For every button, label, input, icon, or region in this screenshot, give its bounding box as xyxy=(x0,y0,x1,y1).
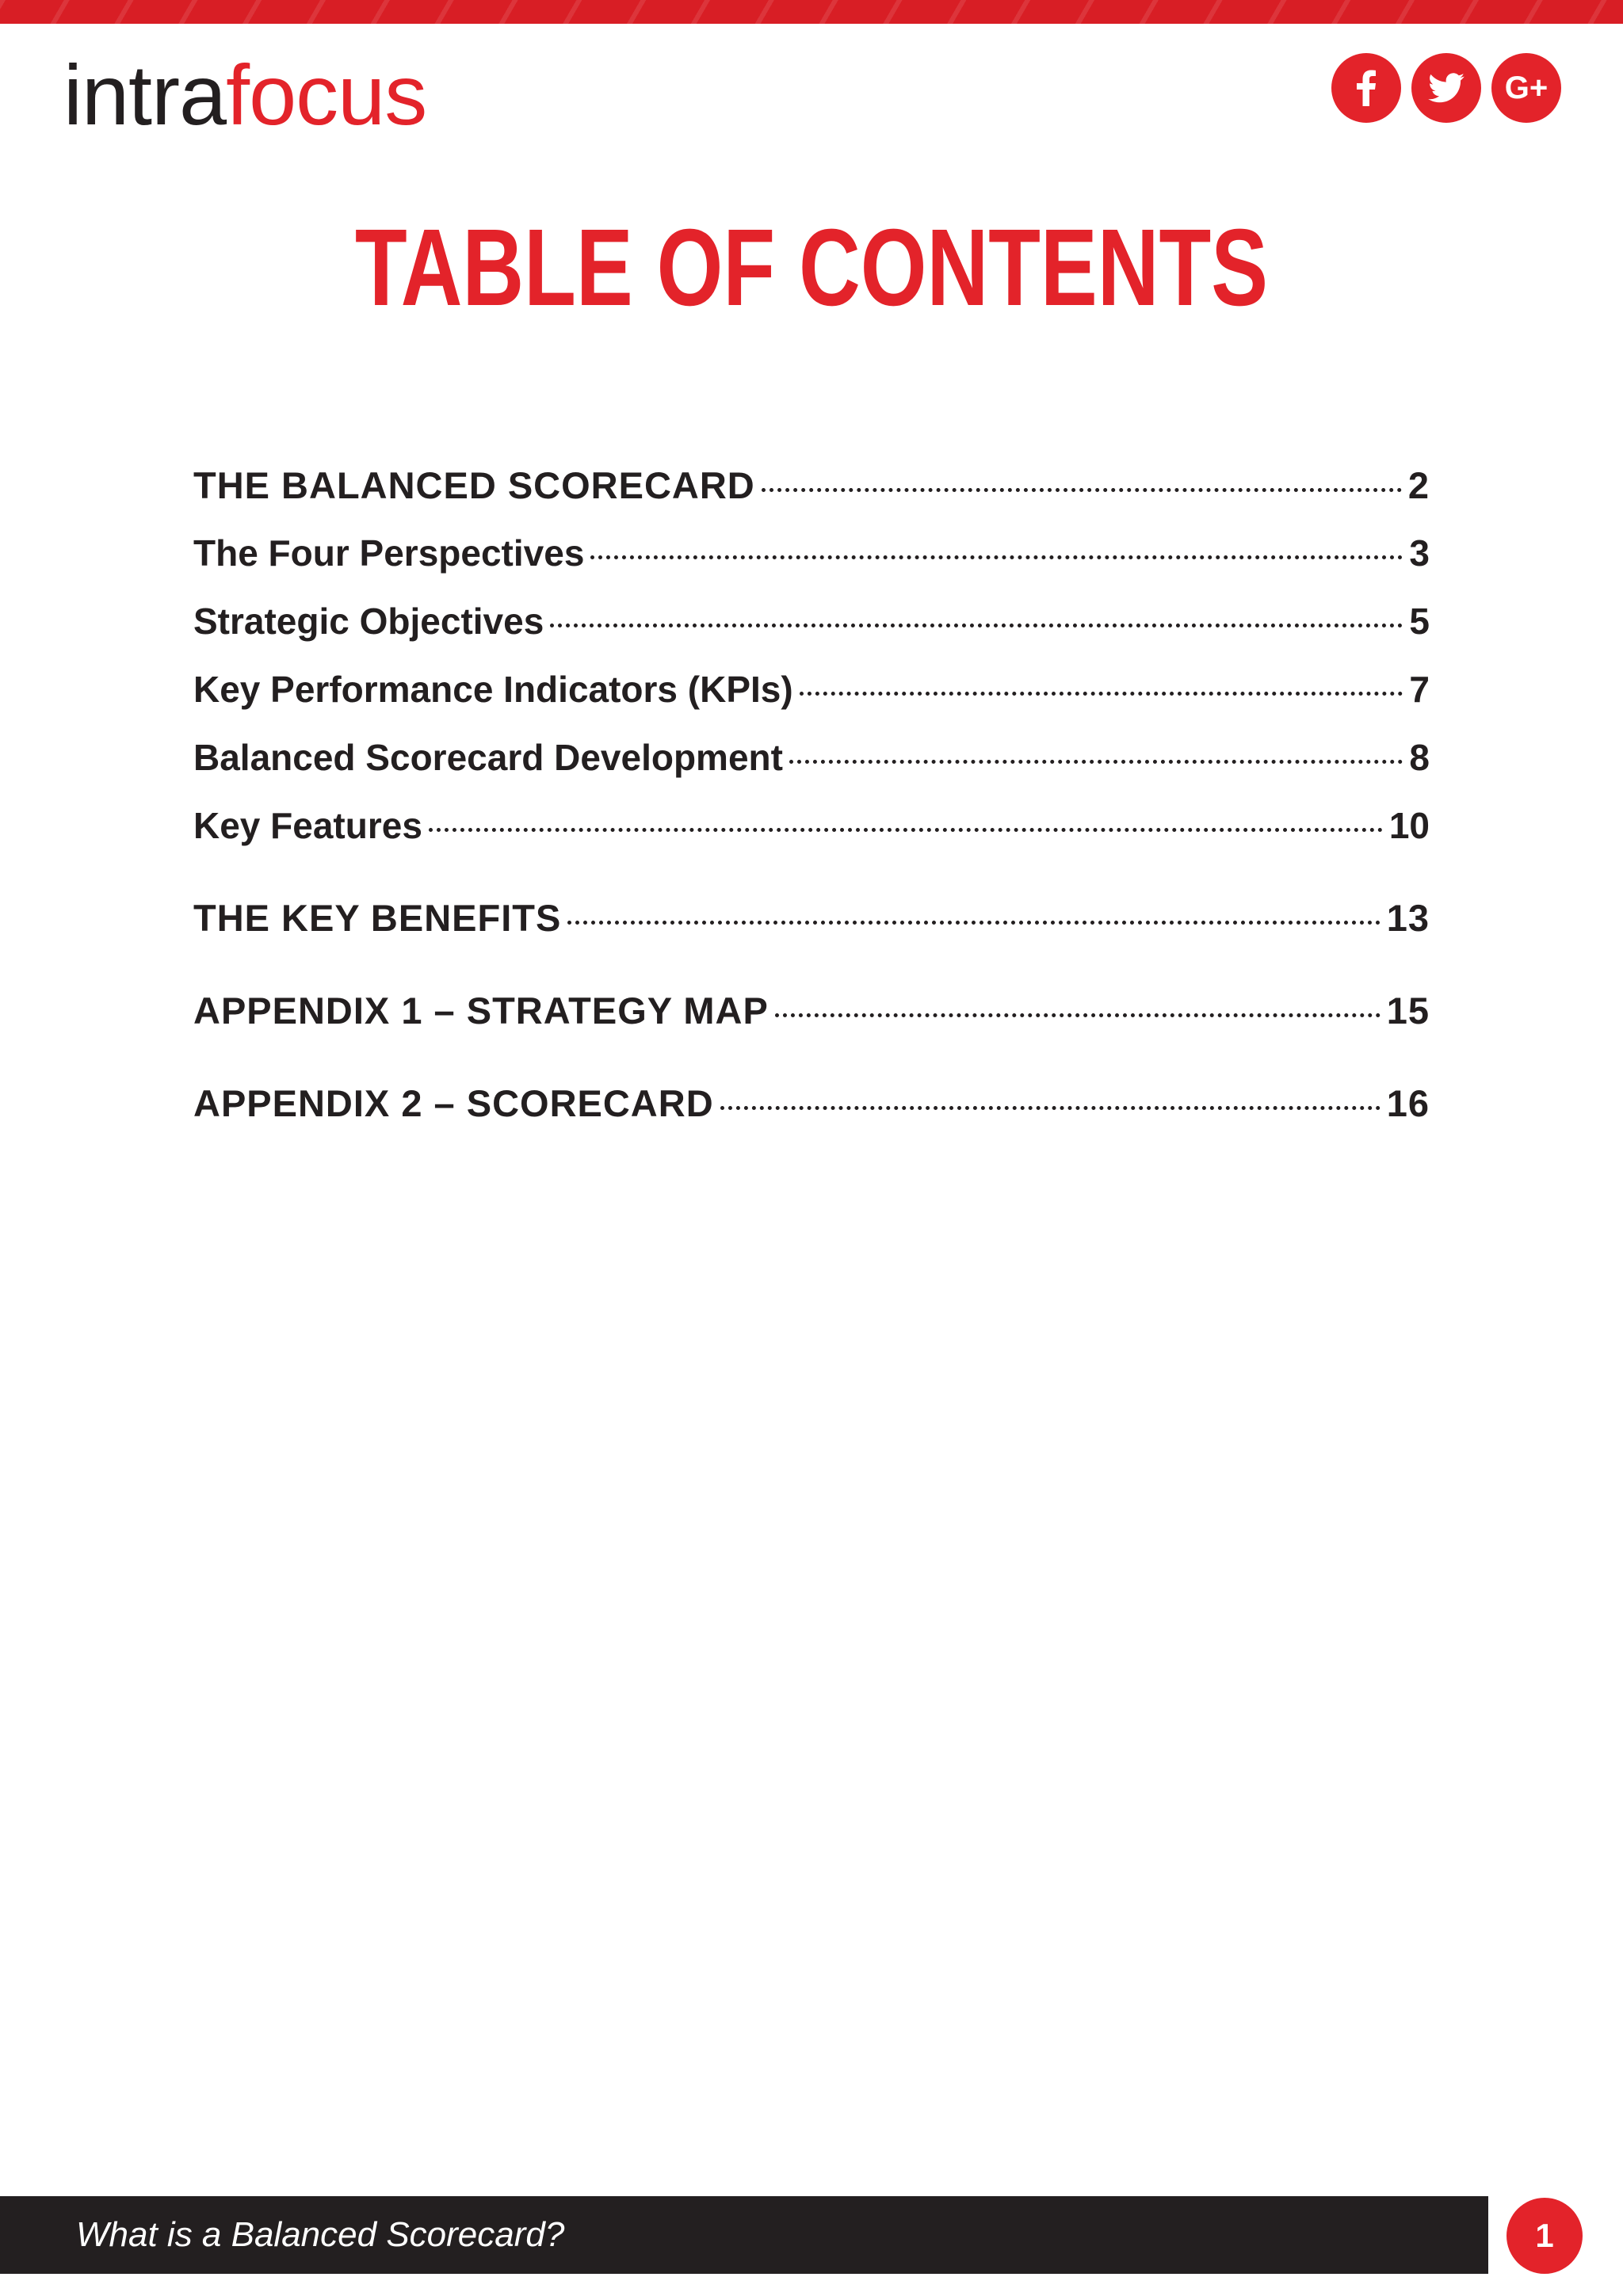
toc-entry[interactable] xyxy=(193,736,1430,779)
page-title: TABLE OF CONTENTS xyxy=(354,207,1269,329)
intrafocus-logo xyxy=(63,48,426,143)
toc-entry-page: 13 xyxy=(1386,897,1430,939)
twitter-icon[interactable] xyxy=(1411,53,1481,123)
facebook-icon[interactable] xyxy=(1331,53,1401,123)
toc-dot-leader xyxy=(762,488,1402,492)
social-links xyxy=(1331,53,1561,123)
toc-entry[interactable] xyxy=(193,600,1430,643)
toc-entry-label: APPENDIX 1 – STRATEGY MAP xyxy=(193,990,769,1032)
toc-entry-page: 10 xyxy=(1388,805,1430,846)
toc-entry[interactable] xyxy=(193,804,1430,847)
toc-entry-page: 8 xyxy=(1409,737,1430,778)
toc-entry[interactable] xyxy=(193,463,1430,507)
toc-entry-page: 7 xyxy=(1409,669,1430,710)
toc-entry-label: The Four Perspectives xyxy=(193,532,585,574)
footer-document-title: What is a Balanced Scorecard? xyxy=(76,2215,565,2254)
toc-dot-leader xyxy=(789,760,1403,764)
toc-entry-label: Key Performance Indicators (KPIs) xyxy=(193,669,793,710)
toc-dot-leader xyxy=(429,828,1383,832)
footer-bar xyxy=(0,2196,1488,2274)
toc-entry[interactable] xyxy=(193,896,1430,940)
page-number-badge: 1 xyxy=(1507,2198,1583,2274)
toc-entry[interactable] xyxy=(193,668,1430,711)
toc-entry[interactable] xyxy=(193,1081,1430,1125)
google-plus-glyph: G+ xyxy=(1504,70,1549,105)
toc-dot-leader xyxy=(567,921,1380,925)
toc-entry-page: 16 xyxy=(1386,1082,1430,1124)
toc-dot-leader xyxy=(800,692,1403,696)
toc-entry-label: Balanced Scorecard Development xyxy=(193,737,783,778)
top-decorative-band xyxy=(0,0,1623,24)
toc-entry-page: 15 xyxy=(1386,990,1430,1032)
toc-entry-page: 2 xyxy=(1407,464,1430,506)
facebook-glyph xyxy=(1357,70,1376,106)
toc-dot-leader xyxy=(550,624,1403,627)
toc-entry-label: THE BALANCED SCORECARD xyxy=(193,464,755,506)
toc-entry-label: APPENDIX 2 – SCORECARD xyxy=(193,1082,714,1124)
toc-entry-page: 5 xyxy=(1409,601,1430,642)
toc-entry[interactable] xyxy=(193,989,1430,1032)
toc-entry[interactable] xyxy=(193,532,1430,574)
logo-text-intra: intra xyxy=(63,47,227,143)
toc-entry-label: Strategic Objectives xyxy=(193,601,544,642)
toc-dot-leader xyxy=(590,555,1403,559)
google-plus-icon[interactable] xyxy=(1491,53,1561,123)
toc-entry-label: THE KEY BENEFITS xyxy=(193,897,562,939)
table-of-contents xyxy=(193,463,1430,1125)
toc-entry-page: 3 xyxy=(1409,532,1430,574)
toc-dot-leader xyxy=(775,1013,1381,1017)
twitter-glyph xyxy=(1428,73,1465,103)
toc-dot-leader xyxy=(720,1106,1381,1110)
logo-text-focus: focus xyxy=(226,47,427,143)
toc-entry-label: Key Features xyxy=(193,805,422,846)
